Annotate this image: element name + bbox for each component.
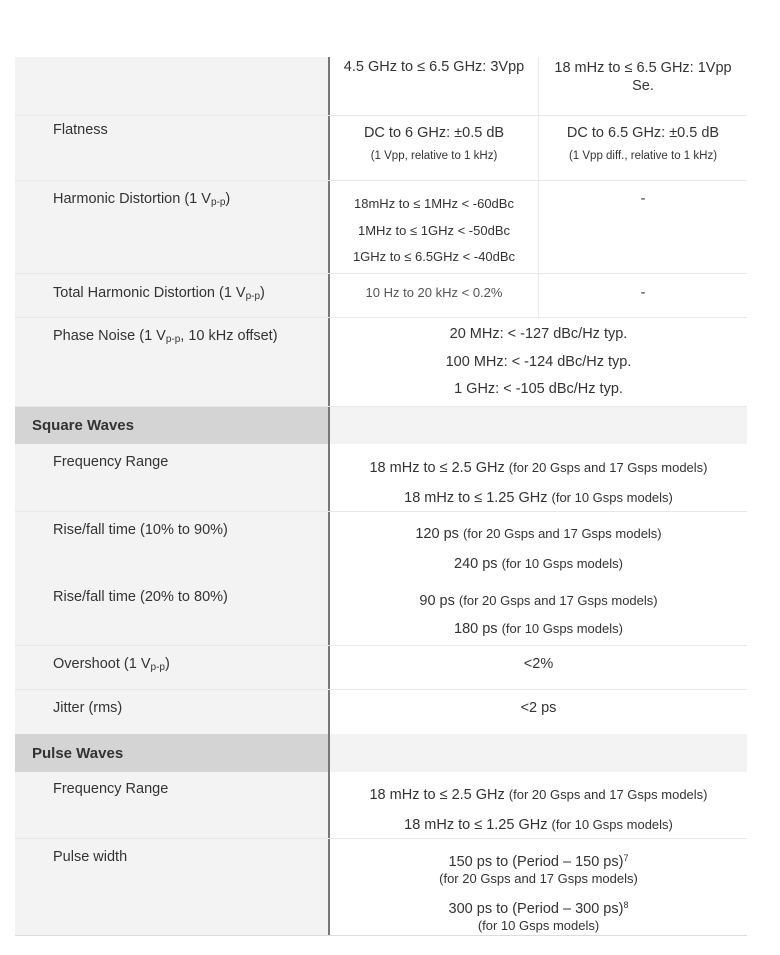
table-row: [15, 181, 747, 274]
flatness-value: DC to 6.5 GHz: ±0.5 dB: [566, 125, 720, 141]
row-values: [328, 839, 747, 935]
row-label: Pulse width: [15, 839, 328, 935]
row-label: Rise/fall time (10% to 90%): [15, 512, 328, 579]
row-label: Total Harmonic Distortion (1 $V_{p-p}$): [15, 274, 328, 317]
value-cell: <2%: [523, 656, 554, 672]
row-values: [328, 318, 747, 406]
value-cell: -: [538, 274, 747, 317]
table-row: [15, 690, 747, 734]
row-label: Overshoot (1 $V_{p-p}$): [15, 646, 328, 689]
table-row: [15, 772, 747, 839]
flatness-note: (1 Vpp, relative to 1 kHz): [370, 150, 498, 162]
row-label: Rise/fall time (20% to 80%): [15, 579, 328, 645]
value-cell: -: [538, 181, 747, 273]
section-value-blank: [328, 734, 747, 772]
value-cell: 10 Hz to 20 kHz < 0.2%: [365, 285, 503, 300]
value-cell: [330, 116, 538, 180]
value-cell: 18 mHz to ≤ 2.5 GHz (for 20 Gsps and 17 Gsps models) 18 mHz to ≤ 1.25 GHz (for 10 Gsps models): [369, 460, 708, 506]
value-cell: 18 mHz to ≤ 2.5 GHz (for 20 Gsps and 17 Gsps models) 18 mHz to ≤ 1.25 GHz (for 10 Gsps models): [369, 787, 708, 833]
value-cell: [330, 181, 538, 273]
table-row: [15, 512, 747, 579]
table-row: [15, 646, 747, 690]
value-cell: 18 mHz to ≤ 6.5 GHz: 1Vpp Se.: [538, 57, 747, 115]
table-row: [15, 579, 747, 646]
row-values: [328, 579, 747, 645]
flatness-value: DC to 6 GHz: ±0.5 dB: [363, 125, 505, 141]
row-values: [328, 274, 747, 317]
row-label: Frequency Range: [15, 444, 328, 511]
table-row: [15, 444, 747, 512]
section-value-blank: [328, 407, 747, 444]
row-values: [328, 690, 747, 734]
harmonic-line: 1GHz to ≤ 6.5GHz < -40dBc: [352, 249, 516, 264]
row-values: [328, 57, 747, 115]
value-cell: 150 ps to (Period – 150 ps)$^7$ (for 20 Gsps and 17 Gsps models) 300 ps to (Period – 300 ps)$^8$ (for 10 Gsps models): [439, 853, 638, 933]
row-values: [328, 444, 747, 511]
row-label: Harmonic Distortion (1 $V_{p-p}$): [15, 181, 328, 273]
section-header-square: [15, 407, 747, 444]
value-cell: [538, 116, 747, 180]
phase-line: 20 MHz: < -127 dBc/Hz typ.: [449, 326, 628, 342]
harmonic-line: 1MHz to ≤ 1GHz < -50dBc: [358, 222, 510, 238]
phase-line: 1 GHz: < -105 dBc/Hz typ.: [454, 381, 623, 397]
harmonic-line: 18mHz to ≤ 1MHz < -60dBc: [354, 196, 514, 211]
value-cell: [330, 318, 747, 406]
value-cell: 120 ps (for 20 Gsps and 17 Gsps models) 240 ps (for 10 Gsps models): [415, 526, 662, 572]
section-title: Square Waves: [15, 407, 328, 444]
row-values: [328, 772, 747, 838]
table-row: [15, 318, 747, 407]
section-title: Pulse Waves: [15, 734, 328, 772]
row-label: Jitter (rms): [15, 690, 328, 734]
phase-line: 100 MHz: < -124 dBc/Hz typ.: [445, 353, 632, 370]
row-values: [328, 116, 747, 180]
table-row: [15, 839, 747, 936]
value-cell: <2 ps: [520, 700, 557, 716]
value-cell: 4.5 GHz to ≤ 6.5 GHz: 3Vpp: [343, 59, 525, 75]
row-values: [328, 646, 747, 689]
table-row: [15, 274, 747, 318]
flatness-note: (1 Vpp diff., relative to 1 kHz): [568, 150, 718, 162]
row-label: Frequency Range: [15, 772, 328, 838]
table-row: [15, 116, 747, 181]
row-label: Phase Noise (1 $V_{p-p}$, 10 kHz offset): [15, 318, 328, 406]
table-row: [15, 57, 747, 116]
value-cell: 90 ps (for 20 Gsps and 17 Gsps models) 180 ps (for 10 Gsps models): [419, 593, 658, 637]
row-values: [328, 512, 747, 579]
section-header-pulse: [15, 734, 747, 772]
row-label: Flatness: [15, 116, 328, 180]
row-label: [15, 57, 328, 115]
spec-table: [15, 57, 747, 936]
row-values: [328, 181, 747, 273]
